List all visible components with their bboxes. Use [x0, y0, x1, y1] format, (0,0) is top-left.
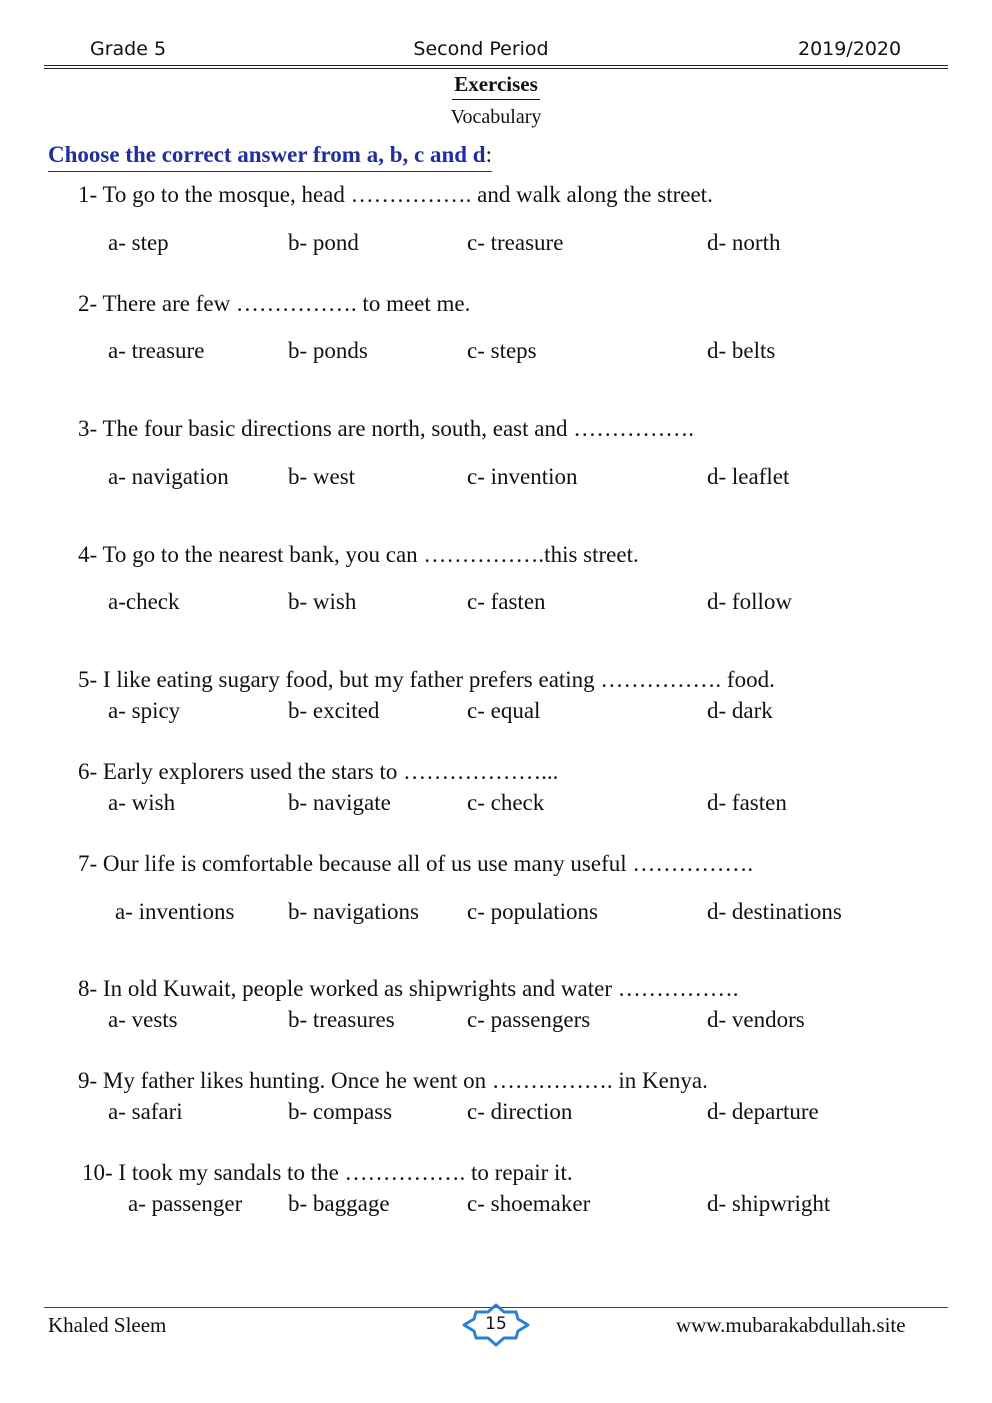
question-10-option-c: c- shoemaker	[467, 1191, 591, 1216]
question-9-stem: 9- My father likes hunting. Once he went on ……………. in Kenya.	[78, 1068, 708, 1093]
question-6-option-b: b- navigate	[288, 790, 391, 815]
page-title-text: Exercises	[452, 72, 540, 100]
question-3-stem: 3- The four basic directions are north, south, east and …………….	[78, 416, 694, 441]
question-1-option-a: a- step	[108, 230, 169, 255]
header-year: 2019/2020	[798, 38, 902, 60]
question-4-stem: 4- To go to the nearest bank, you can …………….this street.	[78, 542, 639, 567]
question-3-option-d: d- leaflet	[707, 464, 790, 489]
question-1-stem: 1- To go to the mosque, head ……………. and walk along the street.	[78, 182, 713, 207]
question-10-option-a: a- passenger	[128, 1191, 243, 1216]
question-5-option-b: b- excited	[288, 698, 380, 723]
footer-website[interactable]: www.mubarakabdullah.site	[676, 1313, 906, 1337]
question-5-option-d: d- dark	[707, 698, 773, 723]
instruction-text: Choose the correct answer from a, b, c and d	[48, 142, 486, 167]
question-2-option-b: b- ponds	[288, 338, 368, 363]
question-7-option-b: b- navigations	[288, 899, 419, 924]
instruction-heading	[48, 142, 492, 172]
question-7-option-a: a- inventions	[115, 899, 235, 924]
question-7-option-d: d- destinations	[707, 899, 842, 924]
question-6-option-c: c- check	[467, 790, 545, 815]
question-10-option-d: d- shipwright	[707, 1191, 831, 1216]
question-5-option-a: a- spicy	[108, 698, 181, 723]
question-6-option-a: a- wish	[108, 790, 176, 815]
question-1-option-d: d- north	[707, 230, 781, 255]
header-rule-top	[44, 65, 948, 66]
question-2-option-a: a- treasure	[108, 338, 205, 363]
question-7-option-c: c- populations	[467, 899, 598, 924]
page-title	[0, 72, 992, 97]
question-5-option-c: c- equal	[467, 698, 541, 723]
question-8-stem: 8- In old Kuwait, people worked as shipwrights and water …………….	[78, 976, 739, 1001]
question-9-option-d: d- departure	[707, 1099, 819, 1124]
question-8-option-d: d- vendors	[707, 1007, 805, 1032]
question-4-option-b: b- wish	[288, 589, 357, 614]
question-2-option-d: d- belts	[707, 338, 776, 363]
question-10-stem: 10- I took my sandals to the ……………. to repair it.	[82, 1160, 573, 1185]
question-7-stem: 7- Our life is comfortable because all of us use many useful …………….	[78, 851, 754, 876]
question-8-option-b: b- treasures	[288, 1007, 395, 1032]
footer-author: Khaled Sleem	[48, 1313, 167, 1337]
question-4-option-d: d- follow	[707, 589, 792, 614]
header-grade: Grade 5	[90, 38, 167, 60]
question-3-option-b: b- west	[288, 464, 356, 489]
question-6-stem: 6- Early explorers used the stars to ………………...	[78, 759, 559, 784]
question-6-option-d: d- fasten	[707, 790, 787, 815]
question-10-option-b: b- baggage	[288, 1191, 390, 1216]
question-3-option-c: c- invention	[467, 464, 578, 489]
page-subtitle: Vocabulary	[450, 106, 542, 128]
question-5-stem: 5- I like eating sugary food, but my father prefers eating ……………. food.	[78, 667, 775, 692]
page-number: 15	[485, 1314, 507, 1334]
question-8-option-c: c- passengers	[467, 1007, 591, 1032]
header-rule-bottom	[44, 68, 948, 69]
instruction-colon: :	[485, 142, 492, 167]
question-4-option-a: a-check	[108, 589, 180, 614]
question-3-option-a: a- navigation	[108, 464, 229, 489]
question-2-stem: 2- There are few ……………. to meet me.	[78, 291, 471, 316]
question-9-option-c: c- direction	[467, 1099, 573, 1124]
question-8-option-a: a- vests	[108, 1007, 178, 1032]
header-period: Second Period	[413, 38, 549, 60]
question-1-option-c: c- treasure	[467, 230, 564, 255]
question-1-option-b: b- pond	[288, 230, 359, 255]
question-9-option-a: a- safari	[108, 1099, 183, 1124]
question-9-option-b: b- compass	[288, 1099, 393, 1124]
question-2-option-c: c- steps	[467, 338, 537, 363]
question-4-option-c: c- fasten	[467, 589, 546, 614]
